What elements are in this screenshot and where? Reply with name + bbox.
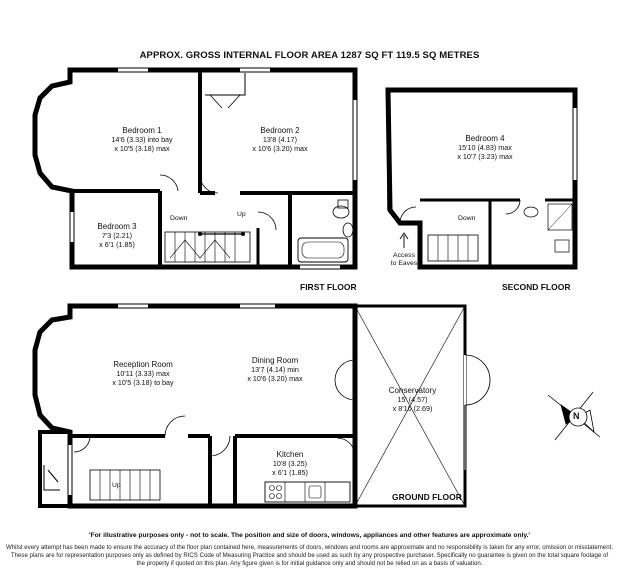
first-floor-label: FIRST FLOOR: [300, 282, 357, 292]
room-dimension: x 10'6 (3.20) max: [247, 374, 303, 383]
room-dimension: x 10'5 (3.18) to bay: [112, 378, 174, 387]
room-label-conservatory: [370, 386, 455, 413]
floor-area-title: APPROX. GROSS INTERNAL FLOOR AREA 1287 SQ FT 119.5 SQ METRES: [139, 50, 480, 61]
second-floor-label: SECOND FLOOR: [502, 282, 571, 292]
room-dimension: 13'7 (4.14) min: [251, 365, 299, 374]
legal-notice: Whilst every attempt has been made to ensure the accuracy of the floor plan contained here, measurements of doors, windows and rooms are approximate and no responsibility is taken for any error, omission or misstatement. These plans are for representation purposes only as defined by RICS Code of Measuring Practice and should be used as such by any prospective purchaser. Specifically no guarantee is given on the total square footage of the property if quoted on this plan. Any figure given is for initial guidance only and should not be relied on as a basis of valuation.: [6, 544, 613, 568]
second-floor-plan: [388, 90, 575, 267]
stairs-down-label: Down: [170, 215, 188, 222]
stairs-up-label: Up: [112, 482, 121, 489]
room-dimension: 15'10 (4.83) max: [458, 143, 512, 152]
room-label-bedroom-1: [82, 126, 202, 153]
room-label-kitchen: [245, 450, 335, 477]
room-name: Bedroom 2: [260, 126, 300, 135]
room-dimension: x 6'1 (1.85): [99, 240, 135, 249]
room-name: Dining Room: [251, 356, 299, 365]
room-dimension: 13'8 (4.17): [262, 135, 298, 144]
room-name: Reception Room: [113, 360, 173, 369]
room-dimension: x 10'5 (3.18) max: [114, 144, 170, 153]
stairs-down-label: Down: [458, 215, 476, 222]
room-dimension: 10'11 (3.33) max: [116, 369, 170, 378]
room-name: Kitchen: [276, 450, 304, 459]
room-label-dining: [215, 356, 335, 383]
room-label-reception: [88, 360, 198, 387]
room-dimension: 14'6 (3.33) into bay: [111, 135, 173, 144]
room-name: Bedroom 1: [122, 126, 162, 135]
room-name: Conservatory: [388, 386, 437, 395]
room-label-bedroom-2: [215, 126, 345, 153]
room-label-bedroom-3: [82, 222, 152, 249]
room-dimension: 7'3 (2.21): [101, 231, 133, 240]
room-dimension: x 10'7 (3.23) max: [457, 152, 513, 161]
compass-north-letter: N: [573, 411, 580, 421]
eaves-line: Access: [393, 252, 415, 259]
room-dimension: x 6'1 (1.85): [272, 468, 308, 477]
room-label-bedroom-4: [425, 134, 545, 161]
eaves-access-label: [384, 252, 424, 268]
eaves-line: to Eaves: [390, 260, 418, 267]
illustrative-disclaimer: 'For illustrative purposes only - not to scale. The position and size of doors, windows, appliances and other features are approximate only.': [88, 532, 531, 539]
ground-floor-label: GROUND FLOOR: [392, 492, 462, 502]
room-dimension: 15' (4.57): [397, 395, 428, 404]
room-dimension: x 8'10 (2.69): [392, 404, 433, 413]
stairs-up-label: Up: [237, 211, 246, 218]
room-dimension: x 10'6 (3.20) max: [252, 144, 308, 153]
room-name: Bedroom 3: [97, 222, 137, 231]
room-name: Bedroom 4: [465, 134, 505, 143]
room-dimension: 10'8 (3.25): [272, 459, 308, 468]
